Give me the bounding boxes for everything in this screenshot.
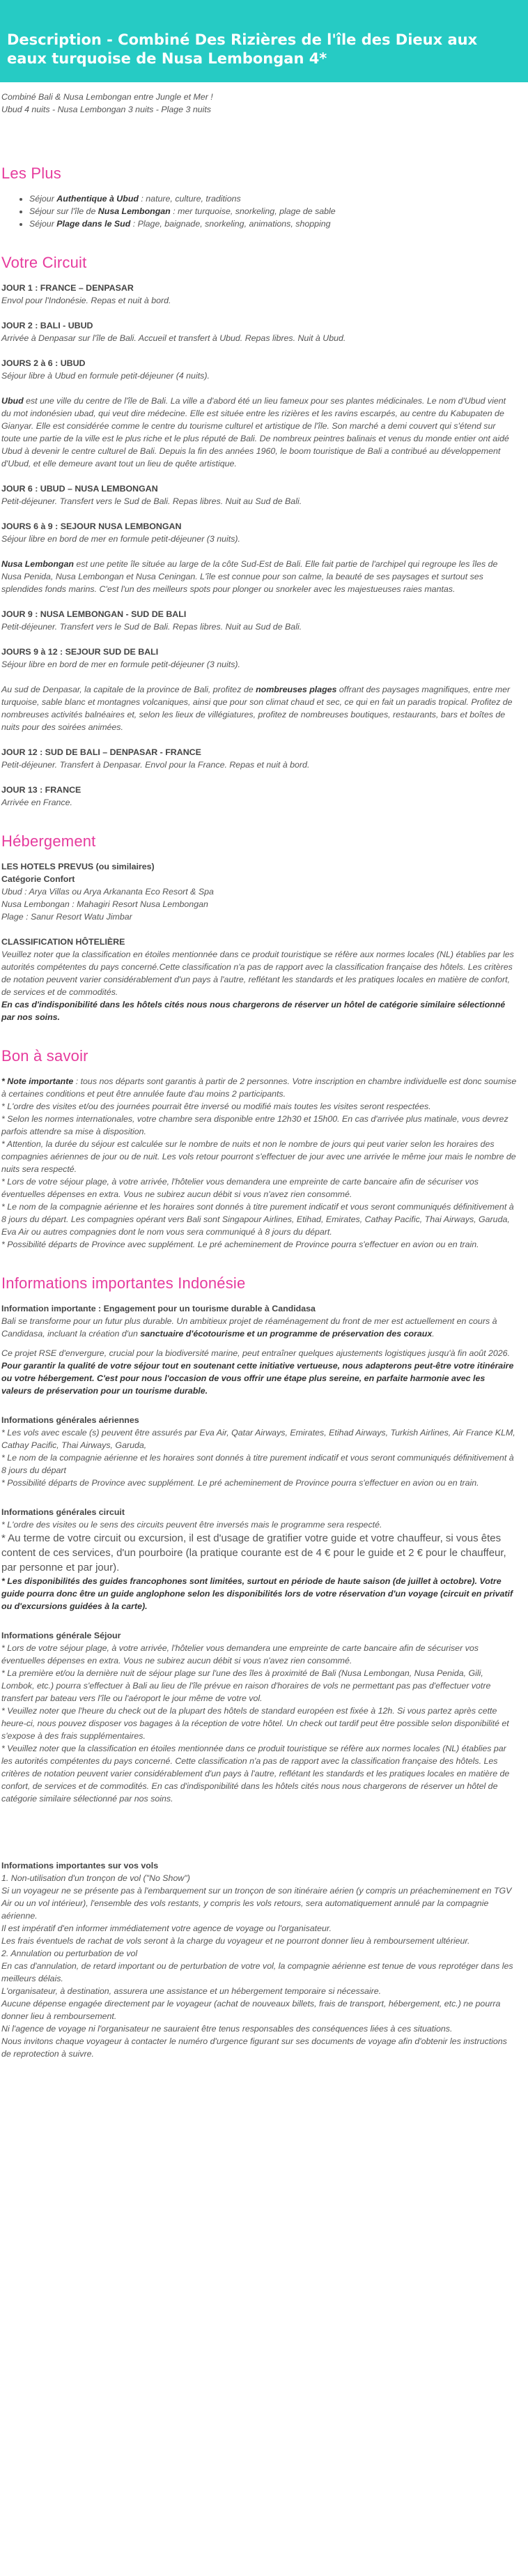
note-item: * Le nom de la compagnie aérienne et les horaires sont donnés à titre purement indicatif et vous seront communiqués définitivement à 8 jours du départ. Les compagnies opérant vers Bali sont Singapour Airlines, Etihad, Emirates, Cathay Pacific, Thai Airways, Garuda, Eva Air ou autres compagnies dont le nom vous sera communiqué à 8 jours du départ. [1,1202,514,1237]
section-title-circuit: Votre Circuit [1,254,87,271]
flight-item: Nous invitons chaque voyageur à contacter le numéro d'urgence figurant sur ses documents de voyage afin d'obtenir les instructions de reprotection à suivre. [1,2036,507,2059]
day-title: JOUR 9 : NUSA LEMBONGAN - SUD DE BALI [1,609,187,619]
info-item: * Veuillez noter que l'heure du check out de la plupart des hôtels de standard européen est fixée à 12h. Si vous partez après cette heure-ci, nous pouvez disposer vos bagages à la réception de votre hôtel. Un check out tardif peut être possible selon disponibilité et s'expose à des frais supplémentaires. [1,1706,509,1741]
section-title-bon-a-savoir: Bon à savoir [1,1047,88,1065]
note-item: * L'ordre des visites et/ou des journées pourrait être inversé ou modifié mais toutes les visites seront respectées. [1,1102,431,1111]
info-item: * Le nom de la compagnie aérienne et les horaires sont donnés à titre purement indicatif et vous seront communiqués définitivement à 8 jours du départ [1,1453,514,1475]
info-item: * Au terme de votre circuit ou excursion, il est d'usage de gratifier votre guide et votre chauffeur, si vous êtes content de ces services, d'un pourboire (la pratique courante est de 4 € pour le guide et 2 € pour le chauffeur, par personne et par jour). [1,1532,506,1573]
note-item: * Selon les normes internationales, votre chambre sera disponible entre 12h30 et 15h00. En cas d'arrivée plus matinale, vous devrez parfois attendre sa mise à disposition. [1,1114,508,1136]
flight-item: En cas d'annulation, de retard important ou de perturbation de votre vol, la compagnie aérienne est tenue de vous reprotéger dans les meilleurs délais. [1,1961,513,1983]
note-item: * Possibilité départs de Province avec supplément. Le pré acheminement de Province pourra s'effectuer en avion ou en train. [1,1240,479,1249]
flight-item: Si un voyageur ne se présente pas à l'embarquement sur un tronçon de son itinéraire aérien (y compris un préacheminement en TGV Air ou un vol intérieur), l'ensemble des vols restants, y compris les vols retours, sera automatiquement annulé par la compagnie aérienne. [1,1886,512,1921]
note-item: * Note importante : tous nos départs sont garantis à partir de 2 personnes. Votre inscription en chambre individuelle est donc soumise à certaines conditions et peut être annulée faute d'au moins 2 participants. [1,1076,517,1099]
day-text: Séjour libre à Ubud en formule petit-déjeuner (4 nuits). [1,371,210,381]
description-banner [0,0,528,82]
engagement-title: Information importante : Engagement pour un tourisme durable à Candidasa [1,1304,316,1313]
flight-item: Aucune dépense engagée directement par le voyageur (achat de nouveaux billets, frais de transport, hébergement, etc.) ne pourra donner lieu à remboursement. [1,1999,501,2021]
day-title: JOURS 6 à 9 : SEJOUR NUSA LEMBONGAN [1,521,182,531]
day-text: Petit-déjeuner. Transfert vers le Sud de Bali. Repas libres. Nuit au Sud de Bali. [1,496,302,506]
classification-note: En cas d'indisponibilité dans les hôtels cités nous nous chargerons de réserver un hôtel de catégorie similaire sélectionné par nos soins. [1,1000,506,1022]
flight-item: Ni l'agence de voyage ni l'organisateur ne sauraient être tenus responsables des conséquences liées à ces situations. [1,2024,453,2034]
day-text: Arrivée à Denpasar sur l'île de Bali. Accueil et transfert à Ubud. Repas libres. Nuit à Ubud. [1,333,346,343]
flight-item: Il est impératif d'en informer immédiatement votre agence de voyage ou l'organisateur. [1,1923,332,1933]
flight-item: L'organisateur, à destination, assurera une assistance et un hébergement temporaire si nécessaire. [1,1986,382,1996]
day-title: JOUR 1 : FRANCE – DENPASAR [1,283,134,293]
classification-text: Veuillez noter que la classification en étoiles mentionnée dans ce produit touristique se réfère aux normes locales (NL) établies par les autorités compétentes du pays concerné.Cette classification n'a pas de rapport avec la classification française des hôtels. Les critères de notation peuvent varier considérablement d'un pays à l'autre, reflétant les standards et les pratiques locales en matière de confort, de services et de commodités. [1,950,514,997]
flight-item: 2. Annulation ou perturbation de vol [1,1949,138,1958]
info-item: * Veuillez noter que la classification en étoiles mentionnée dans ce produit touristique se réfère aux normes locales (NL) établies par les autorités compétentes du pays concerné. Cette classification n'a pas de rapport avec la classification française des hôtels. Les critères de notation peuvent varier considérablement d'un pays à l'autre, reflétant les standards et les pratiques locales en matière de confort, de services et de commodités. En cas d'indisponibilité dans les hôtels cités nous nous chargerons de réserver un hôtel de catégorie similaire sélectionné par nos soins. [1,1744,510,1804]
info-item: * Lors de votre séjour plage, à votre arrivée, l'hôtelier vous demandera une empreinte de carte bancaire afin de sécuriser vos éventuelles dépenses en extra. Vous ne subirez aucun débit si vous n'avez rien consommé. [1,1643,479,1666]
day-title: JOUR 13 : FRANCE [1,785,81,795]
day-text: Envol pour l'Indonésie. Repas et nuit à bord. [1,296,171,305]
plus-item: • Séjour Authentique à Ubud : nature, culture, traditions [29,192,517,205]
classification-title: CLASSIFICATION HÔTELIÈRE [1,937,125,947]
day-title: JOURS 2 à 6 : UBUD [1,358,86,368]
subsection-title: Informations générales aériennes [1,1415,139,1425]
day-title: JOUR 2 : BALI - UBUD [1,321,93,330]
plus-list [1,192,517,230]
subsection-title: Informations générale Séjour [1,1631,121,1640]
day-text: Petit-déjeuner. Transfert à Denpasar. Envol pour la France. Repas et nuit à bord. [1,760,310,770]
description-content [0,91,520,2060]
day-title: JOURS 9 à 12 : SEJOUR SUD DE BALI [1,647,159,657]
flight-item: Les frais éventuels de rachat de vols seront à la charge du voyageur et ne pourront donner lieu à remboursement ultérieur. [1,1936,470,1946]
category-title: Catégorie Confort [1,874,75,884]
info-item: * Les vols avec escale (s) peuvent être assurés par Eva Air, Qatar Airways, Emirates, Etihad Airways, Turkish Airlines, Air France KLM, Cathay Pacific, Thai Airways, Garuda, [1,1428,515,1450]
ubud-description: Ubud est une ville du centre de l'île de Bali. La ville a d'abord été un lieu fameux pour ses plantes médicinales. Le nom d'Ubud vient du mot indonésien ubad, qui veut dire médecine. Elle est située entre les rizières et les ravins escarpés, au centre du Kabupaten de Gianyar. Elle est considérée comme le centre du tourisme culturel et artistique de l'île. Son marché a demi couvert qui s'étend sur toute une partie de la ville est le plus riche et le plus réputé de Bali. De nombreux peintres balinais et venus du monde entier ont aidé Ubud à devenir le centre culturel de Bali. Depuis la fin des années 1960, le boom touristique de Bali a contribué au développement d'Ubud, et elle demeure avant tout un lieu de quête artistique. [1,396,509,468]
info-item: * Possibilité départs de Province avec supplément. Le pré acheminement de Province pourra s'effectuer en avion ou en train. [1,1478,479,1488]
section-title-plus: Les Plus [1,165,61,182]
intro-line: Ubud 4 nuits - Nusa Lembongan 3 nuits - Plage 3 nuits [1,105,211,114]
day-text: Séjour libre en bord de mer en formule petit-déjeuner (3 nuits). [1,660,240,669]
day-title: JOUR 12 : SUD DE BALI – DENPASAR - FRANCE [1,747,201,757]
day-text: Séjour libre en bord de mer en formule petit-déjeuner (3 nuits). [1,534,240,544]
day-title: JOUR 6 : UBUD – NUSA LEMBONGAN [1,484,158,494]
subsection-title: Informations importantes sur vos vols [1,1861,159,1870]
section-title-hebergement: Hébergement [1,832,96,850]
section-title-infos: Informations importantes Indonésie [1,1274,246,1292]
info-item: * L'ordre des visites ou le sens des circuits peuvent être inversés mais le programme sera respecté. [1,1520,382,1530]
subsection-title: Informations générales circuit [1,1507,125,1517]
day-text: Petit-déjeuner. Transfert vers le Sud de Bali. Repas libres. Nuit au Sud de Bali. [1,622,302,632]
intro-line: Combiné Bali & Nusa Lembongan entre Jungle et Mer ! [1,92,213,102]
plus-item: • Séjour sur l'île de Nusa Lembongan : mer turquoise, snorkeling, plage de sable [29,205,517,218]
engagement-text: Bali se transforme pour un futur plus durable. Un ambitieux projet de réaménagement du front de mer est actuellement en cours à Candidasa, incluant la création d'un sanctuaire d'écotourisme et un programme de préservation des coraux. [1,1316,497,1339]
hotel-item: Plage : Sanur Resort Watu Jimbar [1,912,132,922]
day-text: Arrivée en France. [1,798,72,807]
info-item: * Les disponibilités des guides francophones sont limitées, surtout en période de haute saison (de juillet à octobre). Votre guide pourra donc être un guide anglophone selon les disponibilités lors de votre réservation d'un voyage (circuit en privatif ou d'excursions guidées à la carte). [1,1576,513,1611]
hotels-title: LES HOTELS PREVUS (ou similaires) [1,862,155,871]
hotel-item: Nusa Lembongan : Mahagiri Resort Nusa Lembongan [1,899,208,909]
hotel-item: Ubud : Arya Villas ou Arya Arkananta Eco Resort & Spa [1,887,214,897]
info-item: * La première et/ou la dernière nuit de séjour plage sur l'une des îles à proximité de Bali (Nusa Lembongan, Nusa Penida, Gili, Lombok, etc.) pourra s'effectuer à Bali au lieu de l'île prévue en raison d'horaires de vols ne permettant pas pas d'effectuer votre transfert par bateau vers l'île ou l'aéroport le jour même de votre vol. [1,1668,491,1703]
nusa-description: Nusa Lembongan est une petite île située au large de la côte Sud-Est de Bali. Elle fait partie de l'archipel qui regroupe les îles de Nusa Penida, Nusa Lembongan et Nusa Ceningan. L'île est connue pour son calme, la beauté de ses paysages et surtout ses splendides fonds marins. C'est l'un des meilleurs spots pour plonger ou snorkeler avec les majestueuses raies mantas. [1,559,498,594]
page-title: Description - Combiné Des Rizières de l'île des Dieux aux eaux turquoise de Nusa Lembongan 4* [7,31,478,67]
note-item: * Lors de votre séjour plage, à votre arrivée, l'hôtelier vous demandera une empreinte de carte bancaire afin de sécuriser vos éventuelles dépenses en extra. Vous ne subirez aucun débit si vous n'avez rien consommé. [1,1177,479,1199]
flight-item: 1. Non-utilisation d'un tronçon de vol ("No Show") [1,1873,190,1883]
note-item: * Attention, la durée du séjour est calculée sur le nombre de nuits et non le nombre de jours qui peut varier selon les horaires des compagnies aériennes de jour ou de nuit. Les vols retour pourront s'effectuer de jour avec une arrivée le même jour mais le nombre de nuits sera respecté. [1,1139,516,1174]
rse-text: Ce projet RSE d'envergure, crucial pour la biodiversité marine, peut entraîner quelques ajustements logistiques jusqu'à fin août 2026. Pour garantir la qualité de votre séjour tout en soutenant cette initiative vertueuse, nous adapterons peut-être votre itinéraire ou votre hébergement. C'est pour nous l'occasion de vous offrir une étape plus sereine, en parfaite harmonie avec les valeurs de préservation pour un tourisme durable. [1,1348,514,1396]
plus-item: • Séjour Plage dans le Sud : Plage, baignade, snorkeling, animations, shopping [29,218,517,230]
sud-description: Au sud de Denpasar, la capitale de la province de Bali, profitez de nombreuses plages offrant des paysages magnifiques, entre mer turquoise, sable blanc et montagnes volcaniques, ainsi que pour son climat chaud et sec, ce qui en fait un paradis tropical. Profitez de nombreuses activités balnéaires et, selon les lieux de villégiatures, profitez de nombreuses boutiques, restaurants, bars et boîtes de nuits pour des soirées animées. [1,685,513,732]
